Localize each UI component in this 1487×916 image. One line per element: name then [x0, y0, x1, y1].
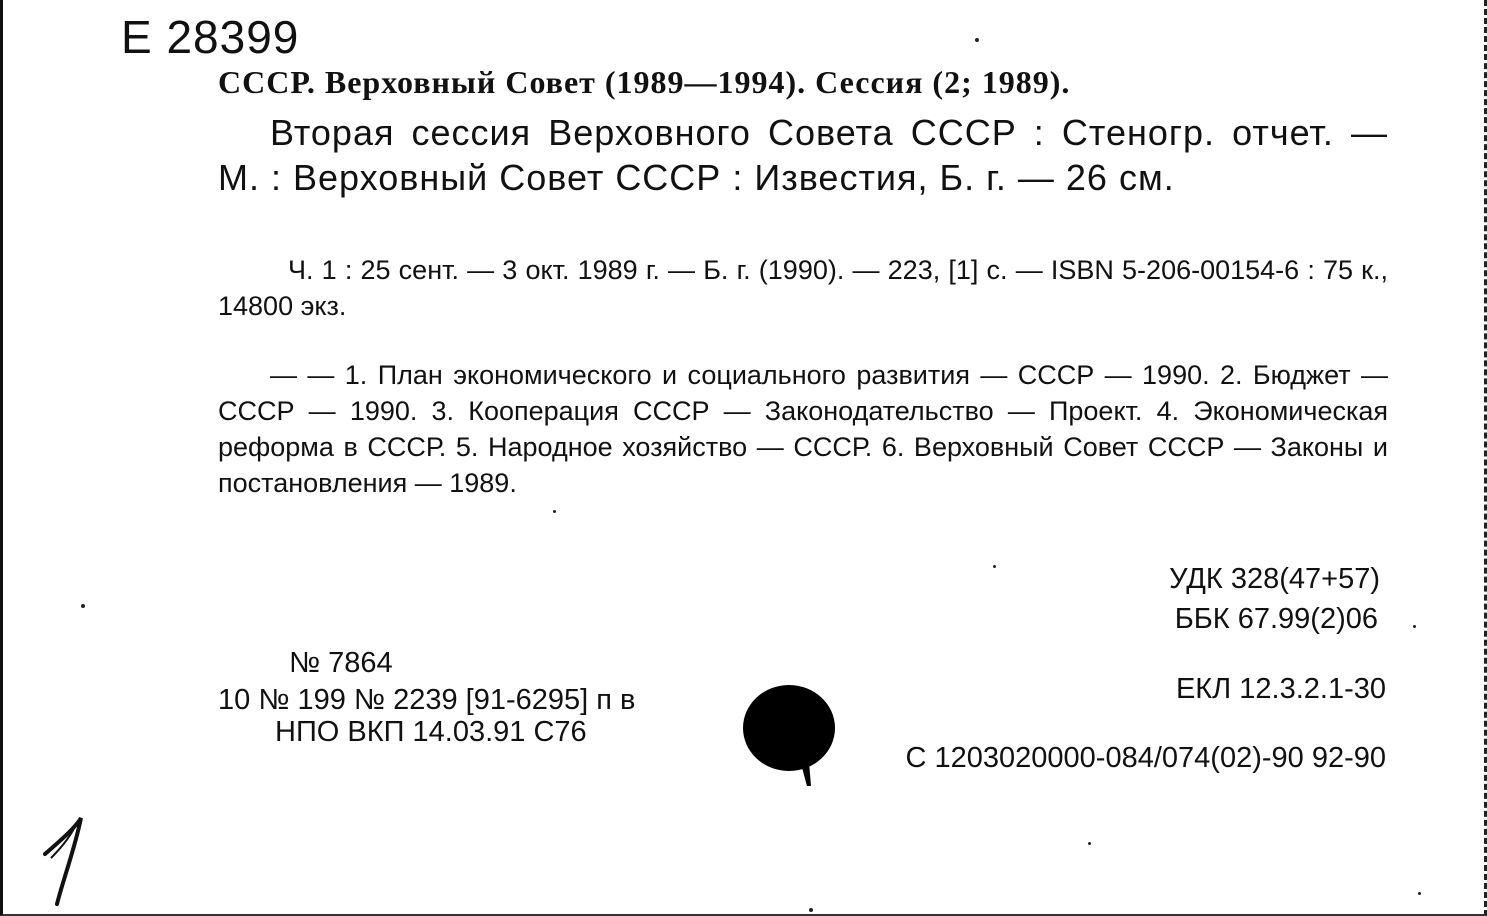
speck	[81, 604, 85, 608]
speck	[1088, 842, 1091, 845]
card-heading: СССР. Верховный Совет (1989—1994). Сессия (2; 1989).	[218, 64, 1071, 100]
card-title: Вторая сессия Верховного Совета СССР : Стеногр. отчет. — М. : Верховный Совет СССР : Известия, Б. г. — 26 см.	[218, 112, 1388, 198]
npo-line: НПО ВКП 14.03.91 С76	[275, 716, 587, 748]
handwritten-mark	[31, 808, 101, 908]
subject-headings: — — 1. План экономического и социального развития — СССР — 1990. 2. Бюджет — СССР — 1990. 3. Кооперация СССР — Законодательство — Проект. 4. Экономическая реформа в СССР. 5. Народное хозяйство — СССР. 6. Верховный Совет СССР — Законы и постановления — 1989.	[218, 360, 1388, 498]
bbk-code: ББК 67.99(2)06	[1174, 603, 1378, 635]
number-7864: № 7864	[289, 647, 393, 679]
speck	[1418, 892, 1421, 895]
control-code: С 1203020000-084/074(02)-90 92-90	[905, 742, 1386, 774]
speck	[993, 565, 996, 568]
ekl-code: ЕКЛ 12.3.2.1-30	[1175, 673, 1386, 705]
ink-blot	[741, 684, 837, 786]
udk-code: УДК 328(47+57)	[1169, 563, 1380, 595]
catalog-number: Е 28399	[121, 11, 300, 63]
speck	[975, 38, 979, 42]
speck	[1413, 625, 1416, 628]
speck	[809, 908, 813, 912]
speck	[553, 510, 556, 513]
part-description: Ч. 1 : 25 сент. — 3 окт. 1989 г. — Б. г. (1990). — 223, [1] с. — ISBN 5-206-00154-6 : 75 к., 14800 экз.	[218, 255, 1388, 321]
order-line: 10 № 199 № 2239 [91-6295] п в	[218, 684, 636, 716]
